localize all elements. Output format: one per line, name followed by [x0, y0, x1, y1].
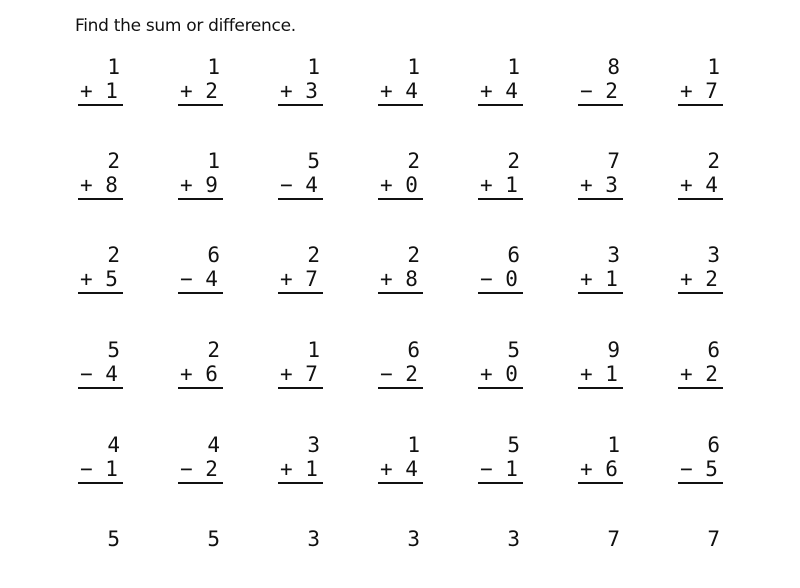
- answer-line: [578, 482, 623, 484]
- top-number: 3: [307, 433, 320, 457]
- math-problem: [378, 150, 428, 210]
- operator-and-bottom-number: − 0: [480, 267, 518, 291]
- answer-line: [678, 387, 723, 389]
- operator-and-bottom-number: − 4: [180, 267, 218, 291]
- top-number: 1: [607, 433, 620, 457]
- answer-line: [678, 482, 723, 484]
- top-number: 1: [207, 55, 220, 79]
- answer-line: [78, 104, 123, 106]
- math-problem: [578, 528, 628, 588]
- top-number: 2: [107, 149, 120, 173]
- math-problem: [178, 528, 228, 588]
- math-problem: [278, 339, 328, 399]
- instruction-text: Find the sum or difference.: [75, 16, 296, 36]
- top-number: 1: [307, 338, 320, 362]
- answer-line: [178, 292, 223, 294]
- math-problem: [678, 434, 728, 494]
- top-number: 5: [207, 527, 220, 551]
- math-problem: [478, 244, 528, 304]
- operator-and-bottom-number: + 3: [580, 173, 618, 197]
- top-number: 3: [507, 527, 520, 551]
- answer-line: [478, 482, 523, 484]
- operator-and-bottom-number: + 2: [180, 79, 218, 103]
- math-problem: [678, 244, 728, 304]
- top-number: 7: [607, 149, 620, 173]
- top-number: 5: [107, 338, 120, 362]
- top-number: 7: [707, 527, 720, 551]
- math-problem: [478, 528, 528, 588]
- math-problem: [478, 339, 528, 399]
- operator-and-bottom-number: + 8: [380, 267, 418, 291]
- operator-and-bottom-number: + 7: [280, 267, 318, 291]
- answer-line: [178, 482, 223, 484]
- top-number: 2: [207, 338, 220, 362]
- math-problem: [178, 56, 228, 116]
- operator-and-bottom-number: − 2: [580, 79, 618, 103]
- operator-and-bottom-number: + 4: [680, 173, 718, 197]
- top-number: 3: [307, 527, 320, 551]
- operator-and-bottom-number: + 8: [80, 173, 118, 197]
- answer-line: [478, 198, 523, 200]
- operator-and-bottom-number: − 2: [380, 362, 418, 386]
- math-problem: [78, 56, 128, 116]
- math-problem: [578, 434, 628, 494]
- top-number: 5: [107, 527, 120, 551]
- top-number: 1: [307, 55, 320, 79]
- answer-line: [578, 387, 623, 389]
- math-problem: [378, 244, 428, 304]
- answer-line: [378, 387, 423, 389]
- top-number: 6: [707, 338, 720, 362]
- answer-line: [278, 387, 323, 389]
- math-problem: [678, 56, 728, 116]
- top-number: 2: [307, 243, 320, 267]
- math-problem: [78, 434, 128, 494]
- operator-and-bottom-number: + 7: [280, 362, 318, 386]
- top-number: 3: [407, 527, 420, 551]
- answer-line: [178, 198, 223, 200]
- top-number: 3: [707, 243, 720, 267]
- math-problem: [678, 528, 728, 588]
- math-problem: [278, 434, 328, 494]
- operator-and-bottom-number: + 5: [80, 267, 118, 291]
- answer-line: [78, 292, 123, 294]
- operator-and-bottom-number: − 2: [180, 457, 218, 481]
- top-number: 4: [107, 433, 120, 457]
- math-problem: [478, 150, 528, 210]
- answer-line: [178, 387, 223, 389]
- answer-line: [278, 482, 323, 484]
- operator-and-bottom-number: + 1: [80, 79, 118, 103]
- answer-line: [78, 198, 123, 200]
- operator-and-bottom-number: − 4: [80, 362, 118, 386]
- answer-line: [378, 104, 423, 106]
- top-number: 1: [707, 55, 720, 79]
- answer-line: [578, 104, 623, 106]
- operator-and-bottom-number: + 1: [580, 267, 618, 291]
- operator-and-bottom-number: + 4: [480, 79, 518, 103]
- answer-line: [278, 104, 323, 106]
- math-problem: [78, 339, 128, 399]
- answer-line: [278, 198, 323, 200]
- operator-and-bottom-number: + 4: [380, 79, 418, 103]
- answer-line: [478, 292, 523, 294]
- answer-line: [678, 292, 723, 294]
- operator-and-bottom-number: + 1: [580, 362, 618, 386]
- operator-and-bottom-number: − 5: [680, 457, 718, 481]
- operator-and-bottom-number: − 4: [280, 173, 318, 197]
- math-problem: [278, 150, 328, 210]
- math-problem: [178, 339, 228, 399]
- operator-and-bottom-number: + 2: [680, 267, 718, 291]
- math-problem: [178, 150, 228, 210]
- math-problem: [378, 434, 428, 494]
- top-number: 1: [207, 149, 220, 173]
- math-problem: [78, 150, 128, 210]
- answer-line: [378, 482, 423, 484]
- math-problem: [178, 434, 228, 494]
- top-number: 2: [407, 243, 420, 267]
- operator-and-bottom-number: + 0: [480, 362, 518, 386]
- top-number: 1: [407, 55, 420, 79]
- answer-line: [78, 387, 123, 389]
- top-number: 4: [207, 433, 220, 457]
- top-number: 9: [607, 338, 620, 362]
- operator-and-bottom-number: + 1: [480, 173, 518, 197]
- top-number: 2: [507, 149, 520, 173]
- answer-line: [378, 292, 423, 294]
- top-number: 6: [407, 338, 420, 362]
- top-number: 2: [707, 149, 720, 173]
- operator-and-bottom-number: − 1: [480, 457, 518, 481]
- operator-and-bottom-number: + 2: [680, 362, 718, 386]
- operator-and-bottom-number: + 7: [680, 79, 718, 103]
- answer-line: [478, 104, 523, 106]
- math-problem: [278, 528, 328, 588]
- operator-and-bottom-number: + 6: [180, 362, 218, 386]
- operator-and-bottom-number: + 9: [180, 173, 218, 197]
- math-problem: [278, 244, 328, 304]
- operator-and-bottom-number: + 6: [580, 457, 618, 481]
- math-problem: [578, 150, 628, 210]
- operator-and-bottom-number: + 3: [280, 79, 318, 103]
- top-number: 2: [107, 243, 120, 267]
- math-problem: [278, 56, 328, 116]
- math-problem: [78, 528, 128, 588]
- top-number: 5: [507, 433, 520, 457]
- answer-line: [178, 104, 223, 106]
- operator-and-bottom-number: − 1: [80, 457, 118, 481]
- top-number: 5: [307, 149, 320, 173]
- operator-and-bottom-number: + 1: [280, 457, 318, 481]
- answer-line: [578, 292, 623, 294]
- operator-and-bottom-number: + 0: [380, 173, 418, 197]
- top-number: 6: [207, 243, 220, 267]
- math-problem: [578, 56, 628, 116]
- answer-line: [678, 104, 723, 106]
- top-number: 2: [407, 149, 420, 173]
- top-number: 6: [707, 433, 720, 457]
- math-problem: [178, 244, 228, 304]
- math-problem: [378, 56, 428, 116]
- answer-line: [278, 292, 323, 294]
- top-number: 3: [607, 243, 620, 267]
- top-number: 1: [107, 55, 120, 79]
- top-number: 1: [407, 433, 420, 457]
- math-problem: [578, 339, 628, 399]
- top-number: 1: [507, 55, 520, 79]
- math-problem: [78, 244, 128, 304]
- answer-line: [78, 482, 123, 484]
- math-problem: [578, 244, 628, 304]
- math-problem: [378, 528, 428, 588]
- answer-line: [578, 198, 623, 200]
- math-problem: [678, 339, 728, 399]
- math-problem: [378, 339, 428, 399]
- math-problem: [478, 434, 528, 494]
- answer-line: [378, 198, 423, 200]
- math-problem: [678, 150, 728, 210]
- answer-line: [478, 387, 523, 389]
- top-number: 6: [507, 243, 520, 267]
- answer-line: [678, 198, 723, 200]
- top-number: 5: [507, 338, 520, 362]
- operator-and-bottom-number: + 4: [380, 457, 418, 481]
- top-number: 8: [607, 55, 620, 79]
- top-number: 7: [607, 527, 620, 551]
- math-problem: [478, 56, 528, 116]
